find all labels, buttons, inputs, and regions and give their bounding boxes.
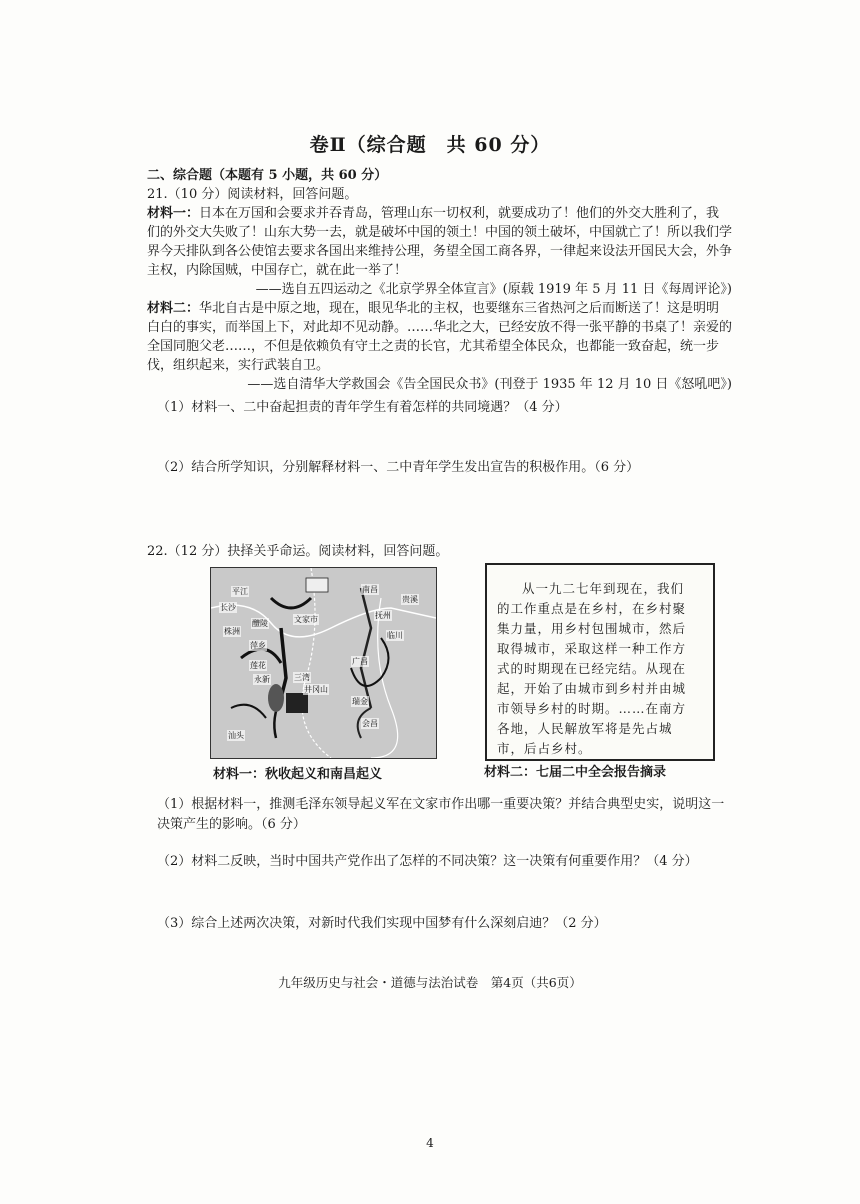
report-excerpt-box xyxy=(485,563,715,761)
map-label-zhuzhou: 株洲 xyxy=(224,627,240,636)
q21-subquestion-2: （2）结合所学知识，分别解释材料一、二中青年学生发出宣告的积极作用。（6 分） xyxy=(157,460,640,475)
material-2-label: 材料二： xyxy=(147,301,200,316)
map-label-jinggangshan: 井冈山 xyxy=(304,685,328,694)
q21-material-1 xyxy=(147,204,732,280)
q22-subquestion-1: （1）根据材料一，推测毛泽东领导起义军在文家市作出哪一重要决策？并结合典型史实，说明这一决策产生的影响。（6 分） xyxy=(157,797,725,832)
map-label-nanchang: 南昌 xyxy=(362,585,378,594)
map-label-lianhua: 莲花 xyxy=(250,661,266,670)
map-label-guixi: 贵溪 xyxy=(402,595,418,604)
map-label-guangchang: 广昌 xyxy=(352,657,368,666)
q21-material-2 xyxy=(147,299,732,375)
q21-heading: 21.（10 分）阅读材料，回答问题。 xyxy=(147,187,358,202)
map-label-linchuan: 临川 xyxy=(387,631,403,640)
map-label-shantou: 汕头 xyxy=(228,731,244,740)
map-label-yongxin: 永新 xyxy=(254,675,270,684)
q22-subquestion-3: （3）综合上述两次决策，对新时代我们实现中国梦有什么深刻启迪？（2 分） xyxy=(157,916,607,931)
map-label-pingjiang: 平江 xyxy=(232,587,248,596)
q22-subquestion-2: （2）材料二反映，当时中国共产党作出了怎样的不同决策？这一决策有何重要作用？（4 分） xyxy=(157,854,698,869)
report-excerpt-text: 从一九二七年到现在，我们的工作重点是在乡村，在乡村聚集力量，用乡村包围城市，然后取得城市，采取这样一种工作方式的时期现在已经完结。从现在起，开始了由城市到乡村并由城市领导乡村的时期。……在南方各地，人民解放军将是先占城市，后占乡村。 xyxy=(497,581,687,756)
material-1-caption: 材料一：秋收起义和南昌起义 xyxy=(213,767,383,782)
section-heading: 二、综合题（本题有 5 小题，共 60 分） xyxy=(147,168,388,183)
material-2-caption: 材料二：七届二中全会报告摘录 xyxy=(484,765,667,780)
uprising-map xyxy=(210,567,437,759)
map-label-pingxiang: 萍乡 xyxy=(250,641,266,650)
map-label-wenjiashi: 文家市 xyxy=(294,615,318,624)
q22-heading: 22.（12 分）抉择关乎命运。阅读材料，回答问题。 xyxy=(147,544,449,559)
map-label-changsha: 长沙 xyxy=(220,603,236,612)
material-1-text: 日本在万国和会要求并吞青岛，管理山东一切权利，就要成功了！他们的外交大胜利了，我们的外交大失败了！山东大势一去，就是破坏中国的领土！中国的领土破坏，中国就亡了！所以我们学界今天排队到各公使馆去要求各国出来维持公理，务望全国工商各界，一律起来设法开国民大会，外争主权，内除国贼，中国存亡，就在此一举了！ xyxy=(147,206,733,278)
material-1-label: 材料一： xyxy=(147,206,200,221)
map-label-sanwan: 三湾 xyxy=(294,673,310,682)
page-number: 4 xyxy=(426,1136,434,1150)
map-label-huichang: 会昌 xyxy=(362,719,378,728)
q21-subquestion-1: （1）材料一、二中奋起担责的青年学生有着怎样的共同境遇？（4 分） xyxy=(157,400,568,415)
material-1-source: ——选自五四运动之《北京学界全体宣言》(原载 1919 年 5 月 11 日《每周评论》) xyxy=(255,282,732,297)
paper-title: 卷Ⅱ（综合题 共 60 分） xyxy=(309,134,551,156)
map-label-fuzhou: 抚州 xyxy=(375,611,391,620)
material-2-text: 华北自古是中原之地，现在，眼见华北的主权，也要继东三省热河之后而断送了！这是明明白白的事实，而举国上下，对此却不见动静。……华北之大，已经安放不得一张平静的书桌了！亲爱的全国同胞父老……，不但是依赖负有守土之责的长官，尤其希望全体民众，也都能一致奋起，统一步伐，组织起来，实行武装自卫。 xyxy=(147,301,733,373)
map-label-ruijin: 瑞金 xyxy=(352,697,368,706)
material-2-source: ——选自清华大学救国会《告全国民众书》(刊登于 1935 年 12 月 10 日《怒吼吧》) xyxy=(247,377,732,392)
map-label-liling: 醴陵 xyxy=(252,619,268,628)
page-footer: 九年级历史与社会・道德与法治试卷 第4页（共6页） xyxy=(278,975,582,990)
